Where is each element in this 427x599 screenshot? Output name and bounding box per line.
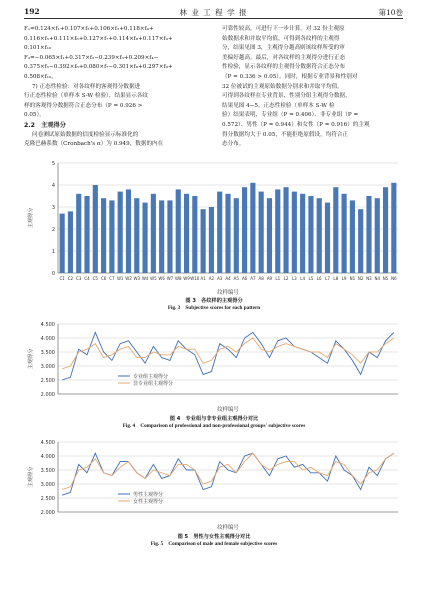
- bar: [342, 194, 347, 273]
- x-tick-label: L2: [283, 276, 289, 281]
- bar: [250, 183, 255, 273]
- bar: [109, 200, 114, 273]
- legend-label: 专业组主观得分: [133, 373, 169, 380]
- y-tick-label: 4.500: [40, 322, 55, 328]
- y-tick-label: 1: [51, 249, 55, 255]
- paragraph-line: 始数据求和并取平均值，可得到各纹样的主观得: [222, 35, 340, 42]
- y-tick-label: 2.000: [40, 510, 55, 516]
- y-axis-label: 主观得分: [28, 348, 34, 370]
- x-tick-label: W2: [125, 276, 132, 281]
- bar: [383, 187, 388, 273]
- y-tick-label: 3.000: [40, 482, 55, 488]
- bar: [60, 214, 65, 273]
- x-axis-label: 纹样编号: [217, 290, 239, 296]
- x-tick-label: C6: [100, 276, 107, 281]
- x-tick-label: C2: [67, 276, 74, 281]
- bar: [358, 209, 363, 273]
- paragraph-line: 态分布。: [222, 141, 245, 148]
- paragraph-line: 行正态性检验（单样本 S-W 检验），结果显示各纹: [24, 93, 149, 100]
- x-axis-label: 纹样编号: [217, 407, 239, 413]
- formula-line: F₁=0.124×f₁+0.107×f₂+0.106×f₃+0.118×f₄+: [24, 26, 154, 32]
- x-tick-label: W1: [116, 276, 124, 281]
- y-axis-label: 主观得分: [28, 466, 34, 488]
- x-tick-label: L6: [316, 276, 322, 281]
- x-tick-label: W6: [158, 276, 165, 281]
- x-tick-label: C5: [92, 276, 98, 281]
- x-tick-label: A9: [266, 276, 273, 281]
- bar: [259, 192, 264, 273]
- y-tick-label: 4.000: [40, 336, 55, 342]
- x-tick-label: A1: [200, 276, 206, 281]
- bar: [308, 196, 313, 273]
- y-axis-label: 主观得分: [28, 207, 34, 229]
- y-tick-label: 5: [51, 161, 55, 167]
- x-tick-label: A7: [250, 276, 256, 281]
- x-axis-label: 纹样编号: [217, 525, 239, 531]
- paragraph-line: 美偏好越高。最后，对各纹样的主观得分进行正态: [222, 54, 346, 61]
- x-tick-label: N4: [374, 276, 381, 281]
- legend-label: 女性主观得分: [133, 498, 164, 505]
- bar: [209, 207, 214, 273]
- paragraph-line: 7) 正态性检验：对各纹样的客观得分数据进: [32, 83, 141, 90]
- bar: [126, 189, 131, 273]
- bar: [101, 198, 106, 273]
- formula-line: 0.116×f₅+0.111×f₆+0.127×f₇+0.114×f₈+0.117×f₉+: [24, 35, 173, 42]
- y-tick-label: 2.500: [40, 496, 55, 502]
- figure-3-caption: [24, 298, 404, 312]
- figure-5-line-chart: [24, 436, 404, 532]
- x-tick-label: C3: [76, 276, 82, 281]
- x-tick-label: N1: [349, 276, 356, 281]
- x-tick-label: L1: [275, 276, 281, 281]
- paragraph-line: 得分数据均大于 0.05，不能拒绝原假设，均符合正: [222, 131, 349, 138]
- series-line: [62, 332, 394, 380]
- x-tick-label: N2: [357, 276, 364, 281]
- legend-label: 男性主观得分: [133, 491, 164, 498]
- bar: [242, 187, 247, 273]
- bar: [68, 211, 73, 273]
- x-tick-label: L7: [325, 276, 330, 281]
- y-tick-label: 3: [51, 205, 55, 211]
- bar: [76, 194, 81, 273]
- paragraph-line: 问卷测试原始数据的信度检验显示标准化的: [32, 131, 139, 138]
- figure-3-bar-chart: [24, 157, 404, 297]
- section-title: 2.2 主观得分: [24, 121, 66, 129]
- bar: [159, 200, 164, 273]
- bar: [267, 198, 272, 273]
- x-tick-label: W10: [190, 276, 200, 281]
- paragraph-line: 32 位被试的主观原始数据分别求和并取平均值，: [222, 83, 343, 90]
- figure-4-caption: [24, 416, 404, 430]
- y-tick-label: 3.000: [40, 364, 55, 370]
- paragraph-line: 结果见图 4−5。正态性检验（单样本 S-W 检: [222, 102, 335, 109]
- paragraph-line: 样的客观得分数据符合正态分布（P = 0.926 >: [24, 102, 143, 109]
- bar: [366, 196, 371, 273]
- bar: [283, 187, 288, 273]
- bar: [225, 194, 230, 273]
- x-tick-label: A8: [258, 276, 264, 281]
- bar: [217, 192, 222, 273]
- y-tick-label: 3.500: [40, 468, 55, 474]
- formula-line: F₂=−0.065×f₁+0.317×f₂−0.239×f₃+0.209×f₄−: [24, 54, 159, 61]
- x-tick-label: W7: [166, 276, 174, 281]
- y-tick-label: 0: [51, 271, 55, 277]
- paragraph-line: 分，结果见图 3，主观得分越高则该纹样所受的审: [222, 45, 345, 52]
- y-tick-label: 4.500: [40, 440, 55, 446]
- bar: [234, 198, 239, 273]
- paragraph-line: （P = 0.336 > 0.05）。同时，根据专业背景和性别对: [222, 73, 358, 80]
- paragraph-line: 0.05）。: [24, 112, 45, 119]
- formula-line: 0.508×f₁₀。: [24, 73, 57, 80]
- x-tick-label: C4: [84, 276, 90, 281]
- x-tick-label: N6: [391, 276, 397, 281]
- y-tick-label: 2.500: [40, 378, 55, 384]
- x-tick-label: W9: [183, 276, 190, 281]
- paragraph-line: 性检验，显示各纹样的主观得分数据符合正态分布: [222, 64, 346, 71]
- bar: [192, 196, 197, 273]
- x-tick-label: W5: [150, 276, 157, 281]
- bar: [317, 198, 322, 273]
- paragraph-line: 0.572）、男性（P = 0.944）和女性（P = 0.916）的主观: [222, 121, 370, 128]
- y-tick-label: 2: [51, 227, 55, 233]
- series-line: [62, 338, 394, 369]
- figure-4-caption-en: Fig. 4 Comparison of professional and non-professional groups' subjective scores: [122, 423, 306, 429]
- y-tick-label: 3.500: [40, 350, 55, 356]
- paragraph-line: 验）结果表明，专业组（P = 0.406）、非专业组（P =: [222, 112, 359, 119]
- figure-4-caption-cn: 图 4 专业组与非专业组主观得分对比: [169, 416, 259, 422]
- bar: [176, 189, 181, 273]
- bar: [300, 194, 305, 273]
- paragraph-line: 可靠性较高，可进行下一步计算。对 32 份主观原: [222, 26, 345, 32]
- paragraph-line: 克隆巴赫系数（Cronbach's α）为 0.949，数据的内在: [24, 141, 164, 148]
- bar: [350, 200, 355, 273]
- x-tick-label: L9: [341, 276, 347, 281]
- y-tick-label: 4.000: [40, 454, 55, 460]
- y-tick-label: 4: [51, 183, 55, 189]
- bar: [292, 192, 297, 273]
- x-tick-label: A2: [208, 276, 215, 281]
- x-tick-label: C7: [109, 276, 115, 281]
- x-tick-label: W3: [133, 276, 141, 281]
- x-tick-label: L8: [333, 276, 339, 281]
- formula-line: 0.101×f₁₀: [24, 45, 52, 52]
- x-tick-label: W8: [174, 276, 182, 281]
- x-tick-label: N5: [382, 276, 389, 281]
- x-tick-label: L3: [291, 276, 297, 281]
- x-tick-label: A6: [241, 276, 248, 281]
- x-tick-label: L5: [308, 276, 314, 281]
- bar: [167, 200, 172, 273]
- x-tick-label: W4: [141, 276, 149, 281]
- bar: [93, 185, 98, 273]
- figure-5-caption: [24, 534, 404, 548]
- bar: [391, 183, 396, 273]
- right-text-column: [222, 25, 404, 150]
- figure-5-caption-en: Fig. 5 Comparison of male and female subjective scores: [150, 541, 278, 547]
- volume-label: 第10卷: [378, 8, 403, 17]
- bar: [184, 194, 189, 273]
- bar: [84, 196, 89, 273]
- journal-title: 林 业 工 程 学 报: [179, 8, 248, 17]
- running-header: [24, 6, 403, 19]
- figure-3-caption-en: Fig. 3 Subjective scores for each pattern: [167, 305, 261, 311]
- bar: [118, 192, 123, 273]
- x-tick-label: A3: [217, 276, 223, 281]
- x-tick-label: L4: [300, 276, 306, 281]
- figure-5-caption-cn: 图 5 男性与女性主观得分对比: [177, 534, 251, 540]
- figure-4-line-chart: [24, 318, 404, 414]
- bar: [275, 189, 280, 273]
- bar: [151, 194, 156, 273]
- left-text-column: [24, 25, 206, 150]
- bar: [134, 198, 139, 273]
- series-line: [62, 453, 394, 495]
- bar: [375, 198, 380, 273]
- x-tick-label: N3: [366, 276, 372, 281]
- legend-label: 非专业组主观得分: [133, 380, 174, 387]
- bar: [325, 203, 330, 273]
- x-tick-label: A5: [233, 276, 239, 281]
- figure-3-caption-cn: 图 3 各纹样的主观得分: [185, 298, 243, 304]
- x-tick-label: C1: [59, 276, 65, 281]
- formula-line: 0.375×f₅−0.392×f₆+0.080×f₇−0.301×f₈+0.297×f₉+: [24, 64, 173, 71]
- bar: [143, 203, 148, 273]
- bar: [333, 187, 338, 273]
- x-tick-label: A4: [225, 276, 231, 281]
- y-tick-label: 2.000: [40, 392, 55, 398]
- bar: [201, 209, 206, 273]
- paragraph-line: 可得到各纹样在专业背景、性别分组主观得分数据，: [222, 93, 351, 100]
- page-number: 192: [24, 7, 40, 16]
